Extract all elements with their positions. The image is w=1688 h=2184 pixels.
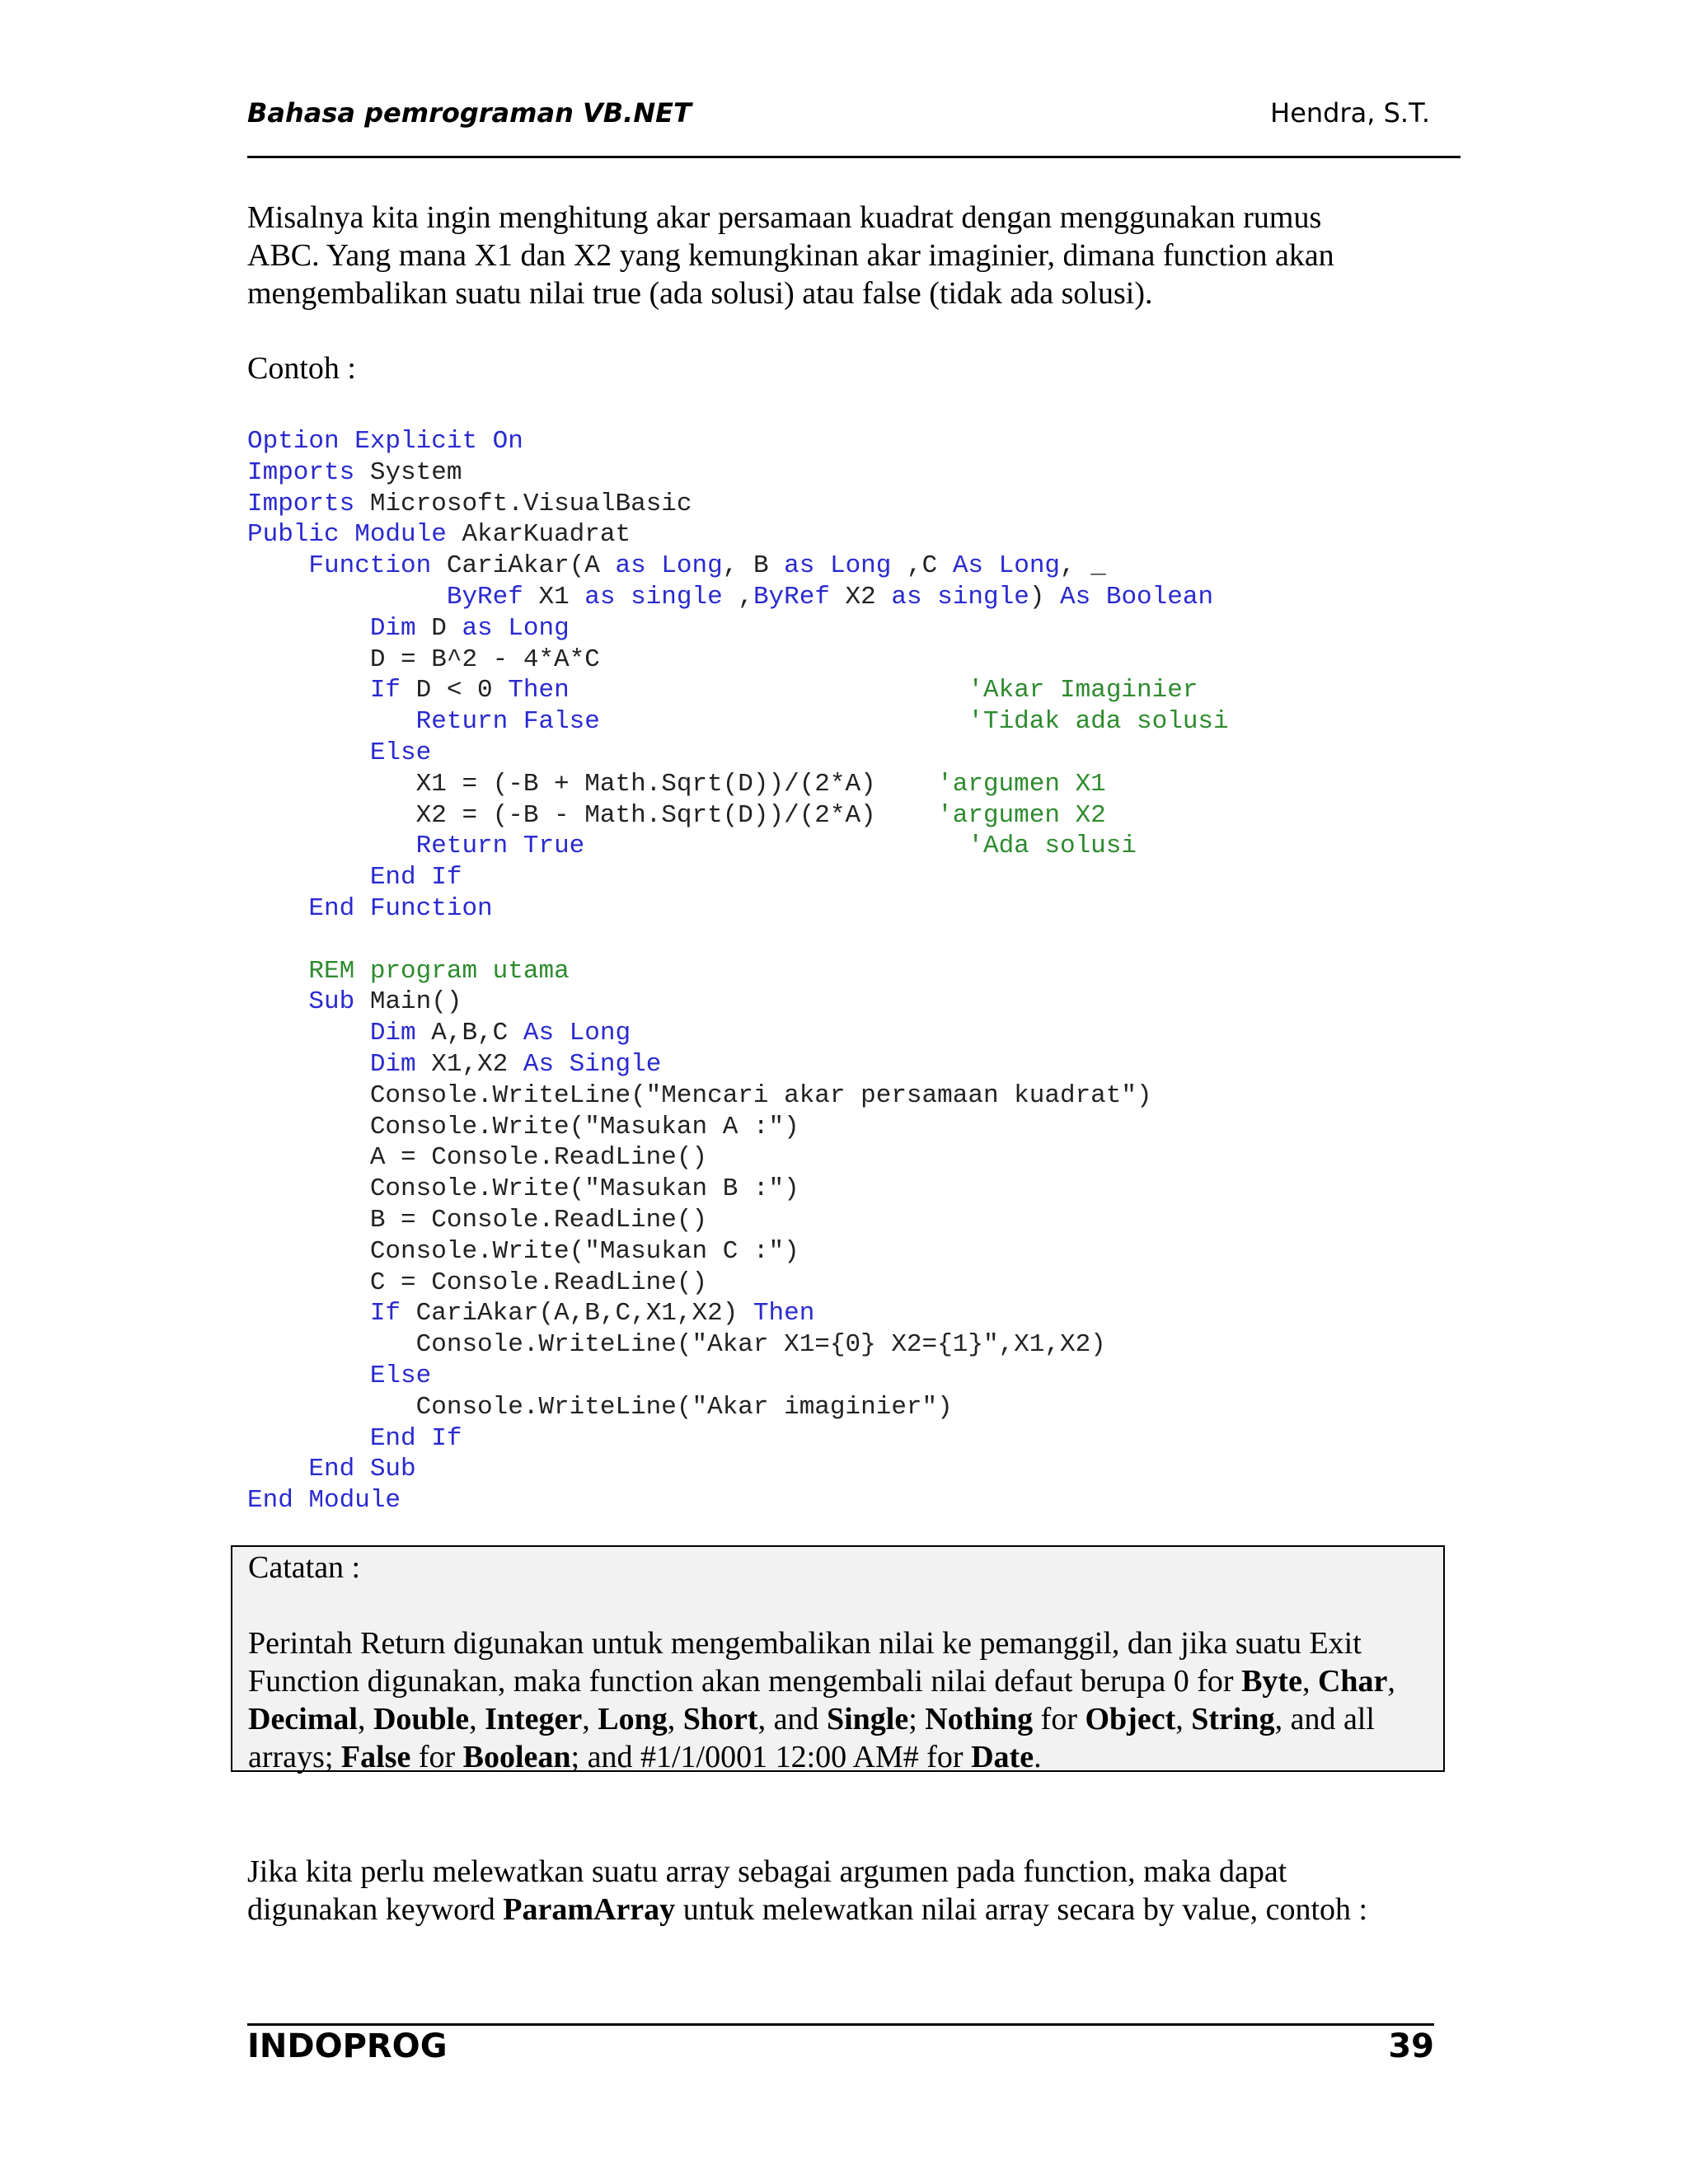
intro-paragraph: [247, 199, 1451, 312]
code-text: [247, 738, 370, 767]
note-text: ,: [1175, 1702, 1192, 1736]
code-text: [247, 832, 416, 860]
code-keyword: If: [369, 1299, 401, 1329]
code-text: A = Console.ReadLine(): [247, 1143, 708, 1173]
code-line: [247, 1361, 431, 1390]
code-text: [247, 987, 308, 1016]
intro-line: mengembalikan suatu nilai true (ada solusi) atau false (tidak ada solusi).: [247, 276, 1153, 311]
code-line: [247, 1424, 462, 1453]
code-text: ): [1029, 582, 1061, 612]
note-content: [248, 1624, 1443, 1776]
note-bold-term: Nothing: [925, 1702, 1034, 1736]
code-line: [247, 1393, 953, 1422]
outro-line: [247, 1891, 1451, 1929]
intro-line: ABC. Yang mana X1 dan X2 yang kemungkinan akar imaginier, dimana function akan: [247, 238, 1334, 273]
code-keyword: Imports: [247, 489, 355, 518]
code-text: [247, 1050, 370, 1079]
code-keyword: Else: [369, 738, 432, 767]
note-text: ,: [357, 1702, 373, 1736]
author-name: Hendra, S.T.: [1270, 97, 1430, 129]
outro-text: untuk melewatkan nilai array secara by value, contoh :: [675, 1892, 1368, 1927]
code-line: [247, 1486, 401, 1515]
code-keyword: Return False: [415, 707, 600, 737]
note-text: ,: [1387, 1664, 1395, 1699]
code-comment: 'Ada solusi: [968, 832, 1137, 861]
code-text: [247, 1299, 370, 1328]
code-text: Console.WriteLine("Mencari akar persamaan kuadrat"): [247, 1080, 1152, 1110]
code-line: [247, 458, 462, 487]
code-text: Microsoft.VisualBasic: [354, 489, 692, 518]
code-text: ,C: [891, 551, 953, 581]
code-keyword: Dim: [369, 1019, 416, 1048]
code-comment: 'argumen X1: [937, 769, 1106, 799]
code-text: [247, 863, 370, 892]
note-text: ,: [582, 1702, 598, 1736]
page-number: 39: [1388, 2027, 1434, 2065]
code-keyword: End Sub: [308, 1455, 416, 1484]
code-keyword: as Long: [615, 551, 723, 581]
code-keyword: Then: [753, 1299, 815, 1329]
code-line: [247, 1174, 799, 1203]
code-text: , B: [722, 551, 785, 581]
note-text: for: [1033, 1702, 1085, 1736]
publisher-name: INDOPROG: [247, 2027, 448, 2065]
code-line: [247, 894, 493, 923]
code-line: [247, 614, 570, 643]
note-title: Catatan :: [248, 1550, 361, 1585]
code-text: D: [415, 613, 462, 643]
code-text: [247, 614, 370, 643]
code-text: [247, 1019, 370, 1047]
code-line: [247, 427, 523, 456]
code-text: [570, 676, 968, 705]
code-text: D < 0: [401, 676, 509, 705]
code-text: X1,X2: [415, 1049, 523, 1079]
code-keyword: Else: [369, 1361, 432, 1390]
code-line: [247, 832, 1137, 860]
code-keyword: Dim: [369, 613, 416, 643]
note-text: ,: [469, 1702, 485, 1736]
code-comment: REM program utama: [308, 956, 570, 986]
code-line: [247, 1237, 799, 1266]
code-text: [247, 551, 308, 580]
code-text: [247, 894, 308, 923]
code-comment: 'Tidak ada solusi: [968, 707, 1229, 737]
code-keyword: As Boolean: [1060, 582, 1214, 612]
code-line: [247, 1330, 1106, 1359]
page-footer: [247, 2027, 1434, 2077]
note-bold-term: Byte: [1241, 1664, 1302, 1699]
note-bold-term: False: [340, 1740, 411, 1774]
code-keyword: as Long: [784, 551, 892, 581]
note-bold-term: Boolean: [462, 1740, 571, 1774]
code-line: [247, 863, 462, 892]
note-bold-term: Long: [598, 1702, 668, 1736]
code-line: [247, 1206, 707, 1235]
code-line: [247, 520, 631, 549]
code-text: B = Console.ReadLine(): [247, 1205, 708, 1235]
code-line: [247, 987, 462, 1016]
code-keyword: As Single: [523, 1049, 662, 1079]
code-text: Main(): [354, 987, 462, 1017]
code-comment: 'Akar Imaginier: [968, 676, 1198, 705]
code-text: , _: [1060, 551, 1106, 581]
code-text: [247, 1424, 370, 1453]
note-text: ;: [908, 1702, 926, 1736]
code-text: Console.Write("Masukan C :"): [247, 1236, 799, 1266]
code-text: AkarKuadrat: [446, 520, 631, 550]
note-text: ,: [667, 1702, 683, 1736]
code-line: [247, 1299, 814, 1328]
document-title: Bahasa pemrograman VB.NET: [247, 97, 692, 129]
note-bold-term: Char: [1317, 1664, 1388, 1699]
note-text: ,: [1301, 1664, 1318, 1699]
code-line: [247, 645, 600, 674]
note-bold-term: String: [1191, 1702, 1275, 1736]
code-line: [247, 490, 692, 518]
code-keyword: ByRef: [753, 582, 830, 612]
note-text: .: [1034, 1740, 1042, 1774]
code-line: [247, 676, 1198, 705]
code-text: Console.Write("Masukan B :"): [247, 1174, 799, 1204]
code-text: X2 = (-B - Math.Sqrt(D))/(2*A): [247, 800, 938, 830]
code-keyword: Dim: [369, 1049, 416, 1079]
note-text: , and all arrays;: [248, 1702, 1375, 1774]
footer-rule: [247, 2023, 1434, 2026]
code-keyword: Option Explicit On: [247, 427, 523, 456]
code-line: [247, 1143, 707, 1172]
code-text: D = B^2 - 4*A*C: [247, 644, 600, 674]
note-bold-term: Single: [826, 1702, 909, 1736]
code-text: [247, 707, 416, 736]
code-text: C = Console.ReadLine(): [247, 1268, 708, 1297]
page-header: [247, 97, 1459, 147]
code-line: [247, 707, 1229, 736]
code-keyword: Then: [508, 676, 570, 705]
code-text: X1: [523, 582, 585, 612]
note-bold-term: Decimal: [248, 1702, 358, 1736]
outro-paragraph: [247, 1853, 1451, 1929]
code-line: [247, 551, 1106, 580]
code-keyword: Public Module: [247, 520, 447, 550]
header-rule: [247, 156, 1461, 158]
code-line: [247, 1050, 661, 1079]
note-bold-term: Object: [1085, 1702, 1176, 1736]
code-line: [247, 1455, 416, 1483]
note-bold-term: Short: [682, 1702, 758, 1736]
outro-keyword: ParamArray: [503, 1892, 676, 1927]
code-line: [247, 770, 1106, 799]
code-line: [247, 957, 570, 986]
code-line: [247, 1268, 707, 1297]
code-keyword: End Function: [308, 893, 493, 923]
code-comment: 'argumen X2: [937, 800, 1106, 830]
code-keyword: ByRef: [446, 582, 523, 612]
code-text: CariAkar(A: [431, 551, 616, 581]
code-text: A,B,C: [415, 1019, 523, 1048]
code-keyword: End If: [369, 1423, 462, 1453]
code-text: X1 = (-B + Math.Sqrt(D))/(2*A): [247, 769, 938, 799]
code-text: [247, 1361, 370, 1390]
code-text: [247, 1455, 308, 1483]
code-keyword: End If: [369, 863, 462, 893]
code-keyword: as single: [584, 582, 723, 612]
note-text: Perintah Return digunakan untuk mengembalikan nilai ke pemanggil, dan jika suatu Exit Function digunakan, maka function akan mengembali nilai defaut berupa 0 for: [248, 1626, 1362, 1699]
code-line: [247, 1081, 1152, 1110]
code-text: [247, 957, 308, 986]
intro-line: Misalnya kita ingin menghitung akar persamaan kuadrat dengan menggunakan rumus: [247, 200, 1322, 235]
code-text: X2: [829, 582, 892, 612]
note-box: [231, 1545, 1445, 1772]
outro-line: Jika kita perlu melewatkan suatu array sebagai argumen pada function, maka dapat: [247, 1854, 1287, 1889]
code-text: [247, 676, 370, 705]
code-line: [247, 1019, 631, 1047]
code-keyword: As Long: [523, 1019, 631, 1048]
code-keyword: Return True: [415, 832, 585, 861]
code-text: System: [354, 457, 462, 487]
code-line: [247, 1113, 799, 1141]
code-text: [247, 583, 447, 612]
code-text: [584, 832, 968, 860]
note-text: ; and #1/1/0001 12:00 AM# for: [570, 1740, 972, 1774]
code-keyword: End Module: [247, 1486, 401, 1516]
code-line: [247, 583, 1213, 612]
code-keyword: as Long: [462, 613, 570, 643]
code-listing: [247, 426, 1418, 1516]
code-keyword: as single: [891, 582, 1029, 612]
outro-text: digunakan keyword: [247, 1892, 504, 1927]
code-text: Console.WriteLine("Akar imaginier"): [247, 1392, 953, 1422]
code-keyword: If: [369, 676, 401, 705]
note-bold-term: Integer: [485, 1702, 583, 1736]
code-keyword: Sub: [308, 987, 355, 1017]
code-text: Console.WriteLine("Akar X1={0} X2={1}",X1,X2): [247, 1330, 1106, 1360]
note-text: for: [410, 1740, 463, 1774]
code-text: [600, 707, 968, 736]
code-text: ,: [722, 582, 753, 612]
code-line: [247, 801, 1106, 830]
note-text: , and: [757, 1702, 827, 1736]
code-text: Console.Write("Masukan A :"): [247, 1112, 799, 1141]
code-keyword: Imports: [247, 457, 355, 487]
code-keyword: As Long: [952, 551, 1061, 581]
code-line: [247, 738, 431, 767]
note-bold-term: Double: [373, 1702, 470, 1736]
code-keyword: Function: [308, 551, 432, 581]
code-text: CariAkar(A,B,C,X1,X2): [401, 1299, 753, 1329]
example-label: Contoh :: [247, 351, 356, 386]
note-bold-term: Date: [971, 1740, 1034, 1774]
